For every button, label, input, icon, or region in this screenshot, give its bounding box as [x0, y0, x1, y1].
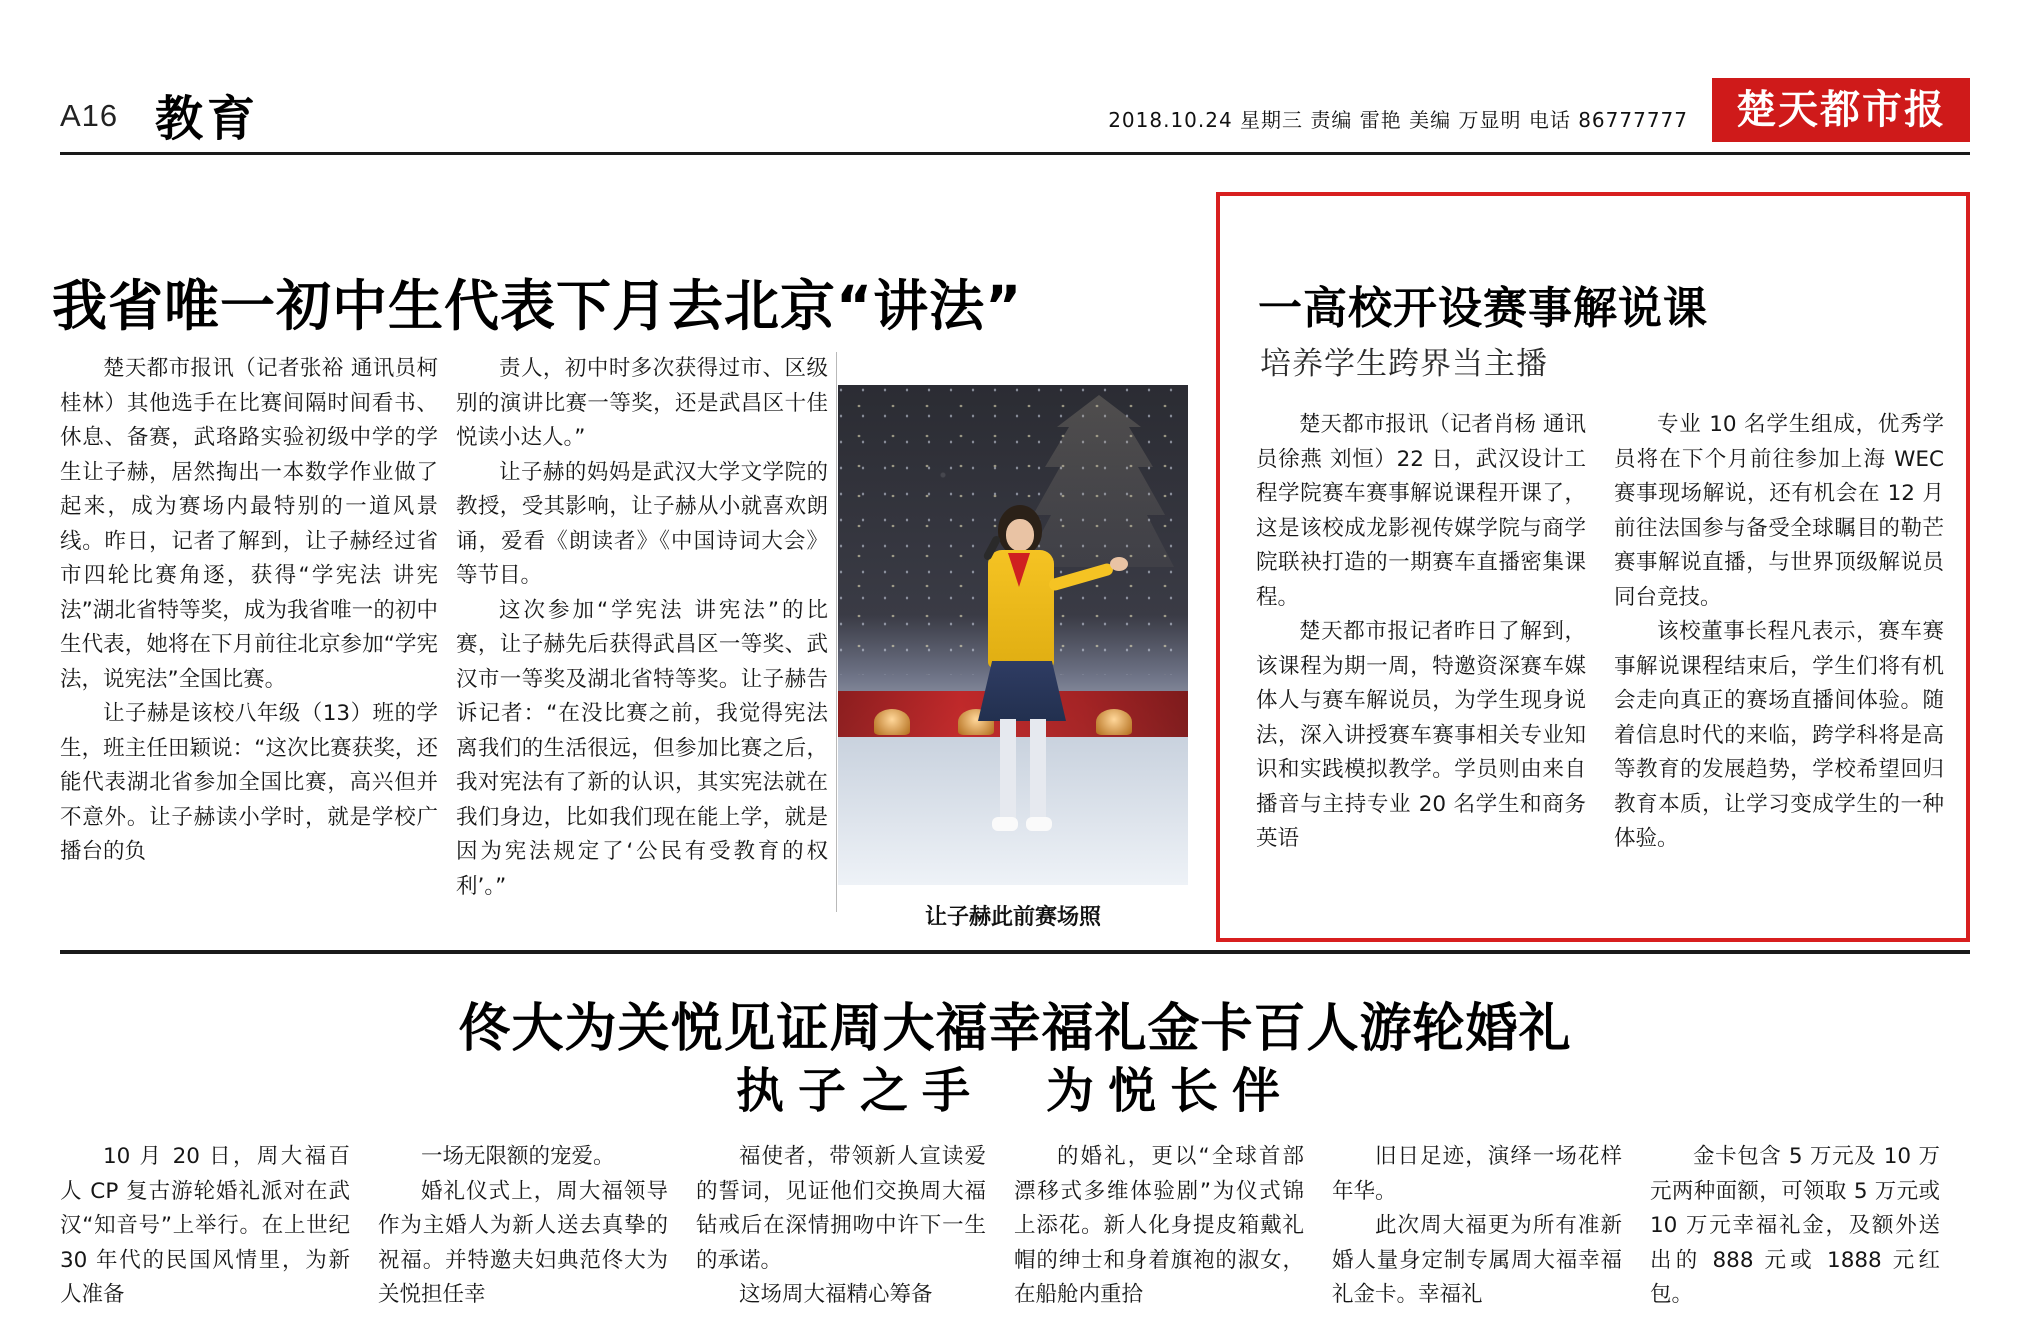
- paragraph: 楚天都市报记者昨日了解到，该课程为期一周，特邀资深赛车媒体人与赛车解说员，为学生现身说法，深入讲授赛车赛事相关专业知识和实践模拟教学。学员则由来自播音与主持专业 20 名学生和商务英语: [1256, 619, 1586, 851]
- paragraph: 旧日足迹，演绎一场花样年华。: [1332, 1144, 1622, 1204]
- boxed-story-column-2: [1614, 408, 1944, 857]
- story-photo: [838, 385, 1188, 885]
- masthead: [60, 78, 1970, 150]
- person-hand: [1110, 557, 1128, 571]
- paragraph: 楚天都市报讯（记者张裕 通讯员柯桂林）其他选手在比赛间隔时间看书、休息、备赛，武珞路实验初级中学的学生让子赫，居然掏出一本数学作业做了起来，成为赛场内最特别的一道风景线。昨日，记者了解到，让子赫经过省市四轮比赛角逐，获得“学宪法 讲宪法”湖北省特等奖，成为我省唯一的初中生代表，她将在下月前往北京参加“学宪法，说宪法”全国比赛。: [60, 356, 438, 692]
- bottom-story-column-5: [1332, 1140, 1622, 1313]
- person-shoe: [992, 817, 1018, 831]
- paragraph: 该校董事长程凡表示，赛车赛事解说课程结束后，学生们将有机会走向真正的赛场直播间体验。随着信息时代的来临，跨学科将是高等教育的发展趋势，学校希望回归教育本质，让学习变成学生的一种体验。: [1614, 619, 1944, 851]
- paragraph: 让子赫的妈妈是武汉大学文学院的教授，受其影响，让子赫从小就喜欢朗诵，爱看《朗读者》《中国诗词大会》等节目。: [456, 459, 828, 588]
- stage-spotlight: [1096, 709, 1132, 735]
- left-story-headline: 我省唯一初中生代表下月去北京“讲法”: [52, 274, 1023, 338]
- paragraph: 10 月 20 日，周大福百人 CP 复古游轮婚礼派对在武汉“知音号”上举行。在上世纪 30 年代的民国风情里，为新人准备: [60, 1144, 350, 1307]
- paragraph: 金卡包含 5 万元及 10 万元两种面额，可领取 5 万元或 10 万元幸福礼金，及额外送出的 888 元或 1888 元红包。: [1650, 1144, 1940, 1307]
- person-leg: [1030, 719, 1046, 821]
- bottom-story-headline-line1: 佟大为关悦见证周大福幸福礼金卡百人游轮婚礼: [458, 999, 1572, 1059]
- paragraph: 福使者，带领新人宣读爱的誓词，见证他们交换周大福钻戒后在深情拥吻中许下一生的承诺。: [696, 1144, 986, 1273]
- paragraph: 专业 10 名学生组成，优秀学员将在下个月前往参加上海 WEC 赛事现场解说，还有机会在 12 月前往法国参与备受全球瞩目的勒芒赛事解说直播，与世界顶级解说员同台竞技。: [1614, 412, 1944, 610]
- paragraph: 让子赫是该校八年级（13）班的学生，班主任田颖说：“这次比赛获奖，还能代表湖北省参加全国比赛，高兴但并不意外。让子赫读小学时，就是学校广播台的负: [60, 701, 438, 864]
- page-number: A16: [60, 98, 119, 133]
- section-divider-rule: [60, 950, 1970, 954]
- left-story-column-1: [60, 352, 438, 870]
- paragraph: 这次参加“学宪法 讲宪法”的比赛，让子赫先后获得武昌区一等奖、武汉市一等奖及湖北省特等奖。让子赫告诉记者：“在没比赛之前，我觉得宪法离我们的生活很远，但参加比赛之后，我对宪法有了新的认识，其实宪法就在我们身边，比如我们现在能上学，就是因为宪法规定了‘公民有受教育的权利’。”: [456, 597, 828, 899]
- paragraph: 这场周大福精心筹备: [739, 1282, 933, 1307]
- paper-logo: 楚天都市报: [1712, 78, 1970, 142]
- person-skirt: [978, 661, 1066, 721]
- paragraph: 一场无限额的宠爱。: [421, 1144, 615, 1169]
- boxed-story-headline: 一高校开设赛事解说课: [1258, 283, 1708, 334]
- left-story-column-2: [456, 352, 828, 904]
- person-shoe: [1026, 817, 1052, 831]
- bottom-story-column-1: [60, 1140, 350, 1313]
- section-title: 教育: [155, 91, 260, 147]
- boxed-story-subhead: 培养学生跨界当主播: [1260, 346, 1548, 382]
- bottom-story-column-6: [1650, 1140, 1940, 1313]
- masthead-meta: 2018.10.24 星期三 责编 雷艳 美编 万显明 电话 86777777: [1108, 108, 1688, 132]
- bottom-story-column-4: [1014, 1140, 1304, 1313]
- paragraph: 此次周大福更为所有准新婚人量身定制专属周大福幸福礼金卡。幸福礼: [1332, 1213, 1622, 1307]
- column-divider: [836, 352, 837, 912]
- person-face: [1006, 519, 1034, 551]
- bottom-story-headline-line2: 执子之手 为悦长伴: [735, 1063, 1294, 1119]
- boxed-story-column-1: [1256, 408, 1586, 857]
- paragraph: 责人，初中时多次获得过市、区级别的演讲比赛一等奖，还是武昌区十佳悦读小达人。”: [456, 356, 828, 450]
- stage-spotlight: [874, 709, 910, 735]
- bottom-story-column-3: [696, 1140, 986, 1313]
- photo-caption: 让子赫此前赛场照: [924, 905, 1101, 930]
- paragraph: 婚礼仪式上，周大福领导作为主婚人为新人送去真挚的祝福。并特邀夫妇典范佟大为关悦担任幸: [378, 1178, 668, 1307]
- person-leg: [1000, 719, 1016, 821]
- paragraph: 楚天都市报讯（记者肖杨 通讯员徐燕 刘恒）22 日，武汉设计工程学院赛车赛事解说课程开课了，这是该校成龙影视传媒学院与商学院联袂打造的一期赛车直播密集课程。: [1256, 412, 1586, 610]
- header-rule: [60, 152, 1970, 155]
- bottom-story-column-2: [378, 1140, 668, 1313]
- paragraph: 的婚礼，更以“全球首部漂移式多维体验剧”为仪式锦上添花。新人化身提皮箱戴礼帽的绅士和身着旗袍的淑女，在船舱内重拾: [1014, 1144, 1304, 1307]
